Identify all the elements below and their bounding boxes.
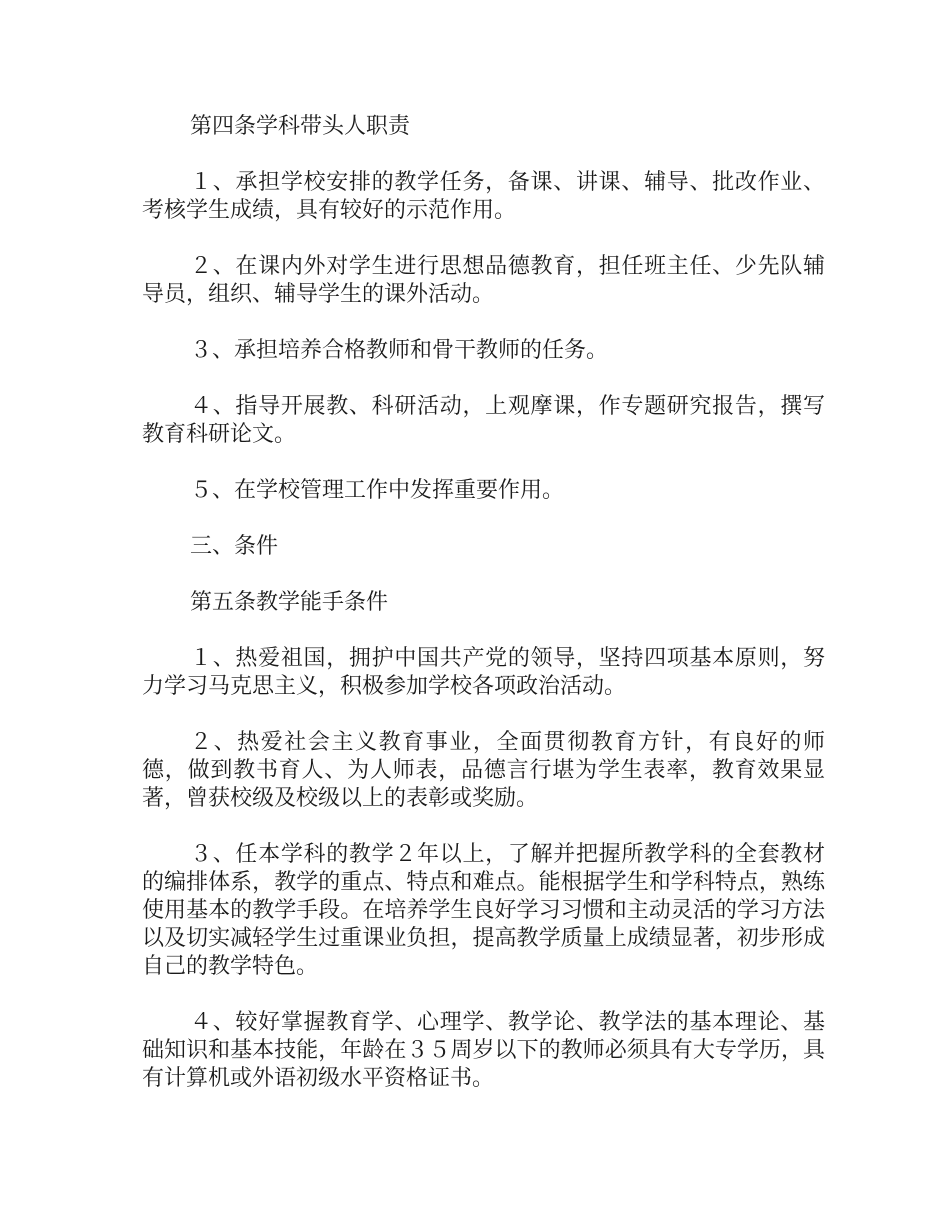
paragraph-item: １、承担学校安排的教学任务，备课、讲课、辅导、批改作业、考核学生成绩，具有较好的示范作用。 [142, 170, 825, 223]
document-body [142, 113, 825, 1121]
heading-article-4: 第四条学科带头人职责 [190, 114, 411, 139]
paragraph-item: ２、在课内外对学生进行思想品德教育，担任班主任、少先队辅导员，组织、辅导学生的课外活动。 [142, 254, 825, 307]
paragraph-item: ２、热爱社会主义教育事业，全面贯彻教育方针，有良好的师德，做到教书育人、为人师表，品德言行堪为学生表率，教育效果显著，曾获校级及校级以上的表彰或奖励。 [142, 730, 825, 811]
heading-article-5: 第五条教学能手条件 [190, 590, 389, 615]
section-heading-conditions: 三、条件 [190, 534, 279, 559]
paragraph-item: ４、指导开展教、科研活动，上观摩课，作专题研究报告，撰写教育科研论文。 [142, 394, 825, 447]
paragraph-item: ４、较好掌握教育学、心理学、教学论、教学法的基本理论、基础知识和基本技能，年龄在３５周岁以下的教师必须具有大专学历，具有计算机或外语初级水平资格证书。 [142, 1010, 825, 1091]
paragraph-item: ５、在学校管理工作中发挥重要作用。 [190, 478, 565, 503]
paragraph-item: ３、任本学科的教学２年以上，了解并把握所教学科的全套教材的编排体系，教学的重点、特点和难点。能根据学生和学科特点，熟练使用基本的教学手段。在培养学生良好学习习惯和主动灵活的学习方法以及切实减轻学生过重课业负担，提高教学质量上成绩显著，初步形成自己的教学特色。 [142, 842, 825, 979]
paragraph-item: １、热爱祖国，拥护中国共产党的领导，坚持四项基本原则，努力学习马克思主义，积极参加学校各项政治活动。 [142, 646, 825, 699]
paragraph-item: ３、承担培养合格教师和骨干教师的任务。 [190, 338, 609, 363]
